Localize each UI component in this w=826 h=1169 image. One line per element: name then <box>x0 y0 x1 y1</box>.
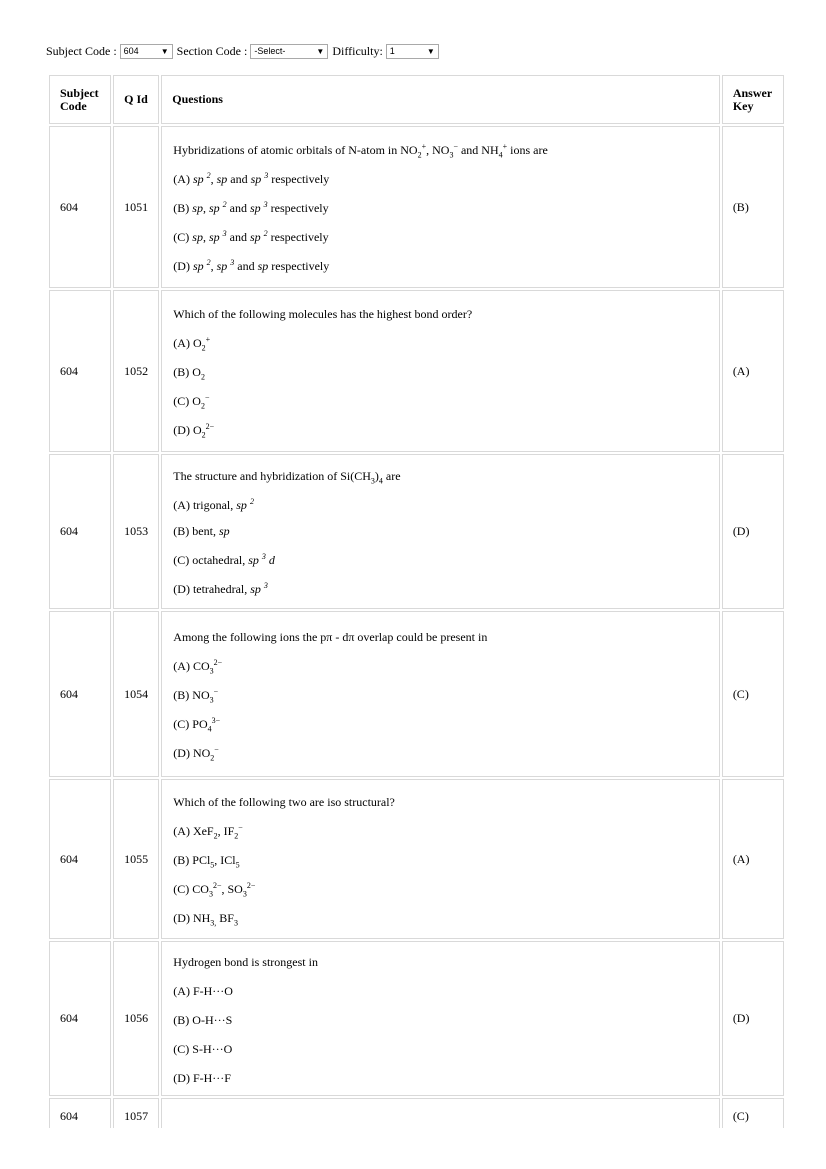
option-b: (B) sp, sp $^2$ and sp $^3$ respectively <box>173 200 329 215</box>
question-stem: Which of the following two are iso structural? <box>173 795 395 809</box>
subject-code-cell: 604 <box>49 290 111 452</box>
header-subject-code: Subject Code <box>49 75 111 124</box>
option-a: (A) sp $^2$, sp and sp $^3$ respectively <box>173 171 330 186</box>
question-stem: Among the following ions the pπ - dπ overlap could be present in <box>173 630 488 644</box>
question-cell <box>161 941 720 1096</box>
option-c: (C) octahedral, sp $^3$ d <box>173 552 275 567</box>
subject-code-cell: 604 <box>49 454 111 609</box>
qid-cell: 1054 <box>113 611 159 777</box>
option-a: (A) trigonal, sp $^2$ <box>173 497 254 512</box>
option-b: (B) bent, sp <box>173 524 230 538</box>
answer-key-cell: (D) <box>722 941 784 1096</box>
option-c: (C) $PO_4^{3-}$ <box>173 716 221 734</box>
table-row <box>49 611 784 777</box>
answer-key-cell: (D) <box>722 454 784 609</box>
header-answer-key: Answer Key <box>722 75 784 124</box>
filter-bar <box>46 44 443 59</box>
answer-key-cell: (C) <box>722 611 784 777</box>
table-row <box>49 779 784 939</box>
difficulty-value: 1 <box>389 46 395 56</box>
table-row <box>49 126 784 288</box>
qid-cell: 1053 <box>113 454 159 609</box>
questions-table <box>47 73 786 1160</box>
dropdown-arrow-icon: ▼ <box>160 47 169 56</box>
question-stem: Which of the following molecules has the highest bond order? <box>173 307 473 321</box>
option-a: (A) F-H···O <box>173 983 233 998</box>
header-questions: Questions <box>161 75 720 124</box>
question-cell <box>161 779 720 939</box>
option-b: (B) O-H···S <box>173 1012 233 1027</box>
table-row <box>49 941 784 1096</box>
question-stem: Hybridizations of atomic orbitals of N-atom in $NO_2^+$, $NO_3^-$ and $NH_4^+$ ions are <box>173 142 548 160</box>
qid-cell: 1057 <box>113 1098 159 1158</box>
table-row <box>49 454 784 609</box>
subject-code-cell: 604 <box>49 611 111 777</box>
option-a: (A) $O_2^+$ <box>173 335 211 353</box>
option-a: (A) $CO_3^{2-}$ <box>173 658 223 676</box>
subject-code-cell: 604 <box>49 941 111 1096</box>
dropdown-arrow-icon: ▼ <box>426 47 435 56</box>
qid-cell: 1052 <box>113 290 159 452</box>
answer-key-cell: (A) <box>722 290 784 452</box>
question-cell <box>161 611 720 777</box>
subject-code-cell: 604 <box>49 126 111 288</box>
answer-key-cell: (C) <box>722 1098 784 1158</box>
question-cell <box>161 290 720 452</box>
option-d: (D) F-H···F <box>173 1070 231 1085</box>
question-stem: The structure and hybridization of $Si(CH_3)_4$ are <box>173 469 401 486</box>
option-c: (C) $CO_3^{2-}$, $SO_3^{2-}$ <box>173 881 256 899</box>
question-stem: Hydrogen bond is strongest in <box>173 954 318 969</box>
qid-cell: 1051 <box>113 126 159 288</box>
option-c: (C) sp, sp $^3$ and sp $^2$ respectively <box>173 229 329 244</box>
option-c: (C) $O_2^-$ <box>173 393 210 411</box>
subject-code-select[interactable] <box>120 44 173 59</box>
section-code-value: -Select- <box>254 46 286 56</box>
qid-cell: 1056 <box>113 941 159 1096</box>
question-cell <box>161 454 720 609</box>
option-b: (B) PCl$_5$, ICl$_5$ <box>173 853 240 870</box>
page-bottom-margin <box>0 1128 826 1169</box>
option-a: (A) XeF$_2$, $IF_2^-$ <box>173 823 243 841</box>
section-code-label: Section Code : <box>176 44 248 58</box>
difficulty-select[interactable] <box>386 44 439 59</box>
option-d: (D) $NH_{3,}$ $BF_3$ <box>173 911 238 928</box>
table-header-row <box>49 75 784 124</box>
table-row <box>49 290 784 452</box>
option-d: (D) $O_2^{2-}$ <box>173 422 215 440</box>
subject-code-label: Subject Code : <box>46 44 117 58</box>
qid-cell: 1055 <box>113 779 159 939</box>
subject-code-cell: 604 <box>49 1098 111 1158</box>
answer-key-cell: (A) <box>722 779 784 939</box>
subject-code-cell: 604 <box>49 779 111 939</box>
option-d: (D) sp $^2$, sp $^3$ and sp respectively <box>173 258 330 273</box>
subject-code-value: 604 <box>123 46 139 56</box>
option-b: (B) $NO_3^-$ <box>173 687 219 705</box>
difficulty-label: Difficulty: <box>332 44 383 58</box>
dropdown-arrow-icon: ▼ <box>316 47 325 56</box>
option-d: (D) $NO_2^-$ <box>173 745 219 763</box>
section-code-select[interactable] <box>250 44 328 59</box>
header-qid: Q Id <box>113 75 159 124</box>
option-b: (B) $O_2$ <box>173 365 205 382</box>
option-c: (C) S-H···O <box>173 1041 233 1056</box>
option-d: (D) tetrahedral, sp $^3$ <box>173 581 268 596</box>
answer-key-cell: (B) <box>722 126 784 288</box>
question-cell <box>161 126 720 288</box>
